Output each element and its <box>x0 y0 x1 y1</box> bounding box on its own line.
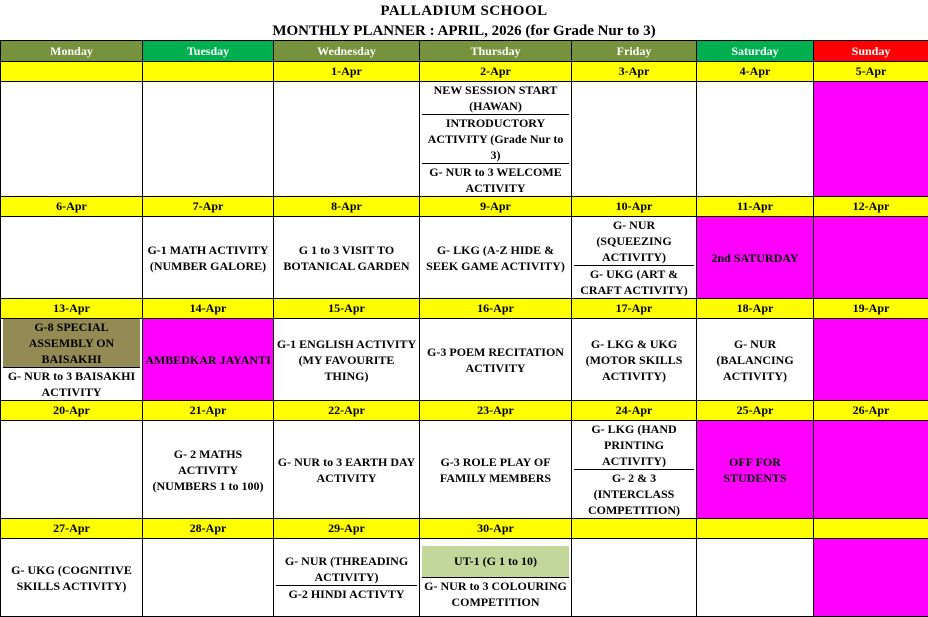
event-ambedkar-jayanti: AMBEDKAR JAYANTI <box>143 319 274 401</box>
date-cell: 16-Apr <box>420 299 572 319</box>
weekday-header-row <box>1 41 928 62</box>
header-friday: Friday <box>572 41 697 62</box>
event-english-activity: G-1 ENGLISH ACTIVITY (MY FAVOURITE THING) <box>274 319 420 401</box>
date-cell <box>697 519 814 539</box>
date-row-week-2 <box>1 197 928 217</box>
date-cell: 19-Apr <box>814 299 928 319</box>
event-row-week-4 <box>1 421 928 519</box>
date-cell: 14-Apr <box>143 299 274 319</box>
event-off-for-students: OFF FOR STUDENTS <box>697 421 814 519</box>
date-cell: 6-Apr <box>1 197 143 217</box>
date-cell <box>572 519 697 539</box>
event-cell-thu-apr-2 <box>420 82 572 197</box>
event-hide-seek: G- LKG (A-Z HIDE & SEEK GAME ACTIVITY) <box>420 217 572 299</box>
event-new-session: NEW SESSION START (HAWAN) <box>422 82 569 114</box>
event-motor-skills: G- LKG & UKG (MOTOR SKILLS ACTIVITY) <box>572 319 697 401</box>
event-cell-empty <box>1 217 143 299</box>
date-cell: 23-Apr <box>420 401 572 421</box>
date-cell: 24-Apr <box>572 401 697 421</box>
date-cell: 4-Apr <box>697 62 814 82</box>
event-baisakhi-activity: G- NUR to 3 BAISAKHI ACTIVITY <box>3 367 140 400</box>
event-role-play: G-3 ROLE PLAY OF FAMILY MEMBERS <box>420 421 572 519</box>
event-cell-empty <box>143 82 274 197</box>
event-cell-empty <box>1 421 143 519</box>
planner-title: MONTHLY PLANNER : APRIL, 2026 (for Grade Nur to 3) <box>0 21 928 41</box>
event-row-week-2 <box>1 217 928 299</box>
event-unit-test: UT-1 (G 1 to 10) <box>422 546 569 577</box>
event-cell-thu-apr-30 <box>420 539 572 617</box>
event-baisakhi-assembly: G-8 SPECIAL ASSEMBLY ON BAISAKHI <box>3 319 140 367</box>
date-cell: 1-Apr <box>274 62 420 82</box>
header-sunday: Sunday <box>814 41 928 62</box>
date-cell: 27-Apr <box>1 519 143 539</box>
event-row-week-5 <box>1 539 928 617</box>
header-wednesday: Wednesday <box>274 41 420 62</box>
event-cell-empty <box>697 82 814 197</box>
event-row-week-1 <box>1 82 928 197</box>
date-cell: 22-Apr <box>274 401 420 421</box>
date-cell: 17-Apr <box>572 299 697 319</box>
date-cell: 28-Apr <box>143 519 274 539</box>
sunday-holiday-cell <box>814 82 928 197</box>
date-row-week-3 <box>1 299 928 319</box>
event-second-saturday: 2nd SATURDAY <box>697 217 814 299</box>
event-cell-empty <box>572 82 697 197</box>
school-name: PALLADIUM SCHOOL <box>0 1 928 21</box>
calendar-table <box>0 40 928 617</box>
date-cell: 8-Apr <box>274 197 420 217</box>
event-interclass-competition: G- 2 & 3 (INTERCLASS COMPETITION) <box>574 469 694 518</box>
date-cell: 5-Apr <box>814 62 928 82</box>
date-cell: 21-Apr <box>143 401 274 421</box>
sunday-holiday-cell <box>814 319 928 401</box>
event-introductory-activity: INTRODUCTORY ACTIVITY (Grade Nur to 3) <box>422 114 569 163</box>
date-cell: 18-Apr <box>697 299 814 319</box>
date-cell: 2-Apr <box>420 62 572 82</box>
event-hindi-activity: G-2 HINDI ACTIVTY <box>276 585 417 602</box>
header-saturday: Saturday <box>697 41 814 62</box>
date-cell <box>814 519 928 539</box>
event-cognitive-skills: G- UKG (COGNITIVE SKILLS ACTIVITY) <box>1 539 143 617</box>
event-cell-fri-apr-24 <box>572 421 697 519</box>
date-cell <box>1 62 143 82</box>
date-row-week-4 <box>1 401 928 421</box>
date-cell: 26-Apr <box>814 401 928 421</box>
header-tuesday: Tuesday <box>143 41 274 62</box>
event-math-activity: G-1 MATH ACTIVITY (NUMBER GALORE) <box>143 217 274 299</box>
sunday-holiday-cell <box>814 421 928 519</box>
date-row-week-5 <box>1 519 928 539</box>
event-cell-empty <box>1 82 143 197</box>
event-squeezing-activity: G- NUR (SQUEEZING ACTIVITY) <box>574 217 694 265</box>
header-thursday: Thursday <box>420 41 572 62</box>
date-row-week-1 <box>1 62 928 82</box>
event-cell-fri-apr-10 <box>572 217 697 299</box>
event-cell-mon-apr-13 <box>1 319 143 401</box>
date-cell: 11-Apr <box>697 197 814 217</box>
date-cell: 9-Apr <box>420 197 572 217</box>
sunday-holiday-cell <box>814 217 928 299</box>
event-threading-activity: G- NUR (THREADING ACTIVITY) <box>276 553 417 585</box>
event-balancing-activity: G- NUR (BALANCING ACTIVITY) <box>697 319 814 401</box>
event-cell-empty <box>572 539 697 617</box>
event-cell-wed-apr-29 <box>274 539 420 617</box>
event-art-craft: G- UKG (ART & CRAFT ACTIVITY) <box>574 265 694 298</box>
event-poem-recitation: G-3 POEM RECITATION ACTIVITY <box>420 319 572 401</box>
event-botanical-visit: G 1 to 3 VISIT TO BOTANICAL GARDEN <box>274 217 420 299</box>
sunday-holiday-cell <box>814 539 928 617</box>
date-cell: 7-Apr <box>143 197 274 217</box>
date-cell: 12-Apr <box>814 197 928 217</box>
event-colouring-competition: G- NUR to 3 COLOURING COMPETITION <box>422 577 569 610</box>
event-welcome-activity: G- NUR to 3 WELCOME ACTIVITY <box>422 163 569 196</box>
date-cell: 30-Apr <box>420 519 572 539</box>
date-cell: 13-Apr <box>1 299 143 319</box>
header-monday: Monday <box>1 41 143 62</box>
event-earth-day: G- NUR to 3 EARTH DAY ACTIVITY <box>274 421 420 519</box>
event-row-week-3 <box>1 319 928 401</box>
date-cell: 20-Apr <box>1 401 143 421</box>
event-cell-empty <box>274 82 420 197</box>
date-cell: 10-Apr <box>572 197 697 217</box>
date-cell <box>143 62 274 82</box>
event-cell-empty <box>697 539 814 617</box>
date-cell: 3-Apr <box>572 62 697 82</box>
date-cell: 25-Apr <box>697 401 814 421</box>
date-cell: 29-Apr <box>274 519 420 539</box>
event-hand-printing: G- LKG (HAND PRINTING ACTIVITY) <box>574 421 694 469</box>
event-cell-empty <box>143 539 274 617</box>
event-maths-activity: G- 2 MATHS ACTIVITY (NUMBERS 1 to 100) <box>143 421 274 519</box>
date-cell: 15-Apr <box>274 299 420 319</box>
